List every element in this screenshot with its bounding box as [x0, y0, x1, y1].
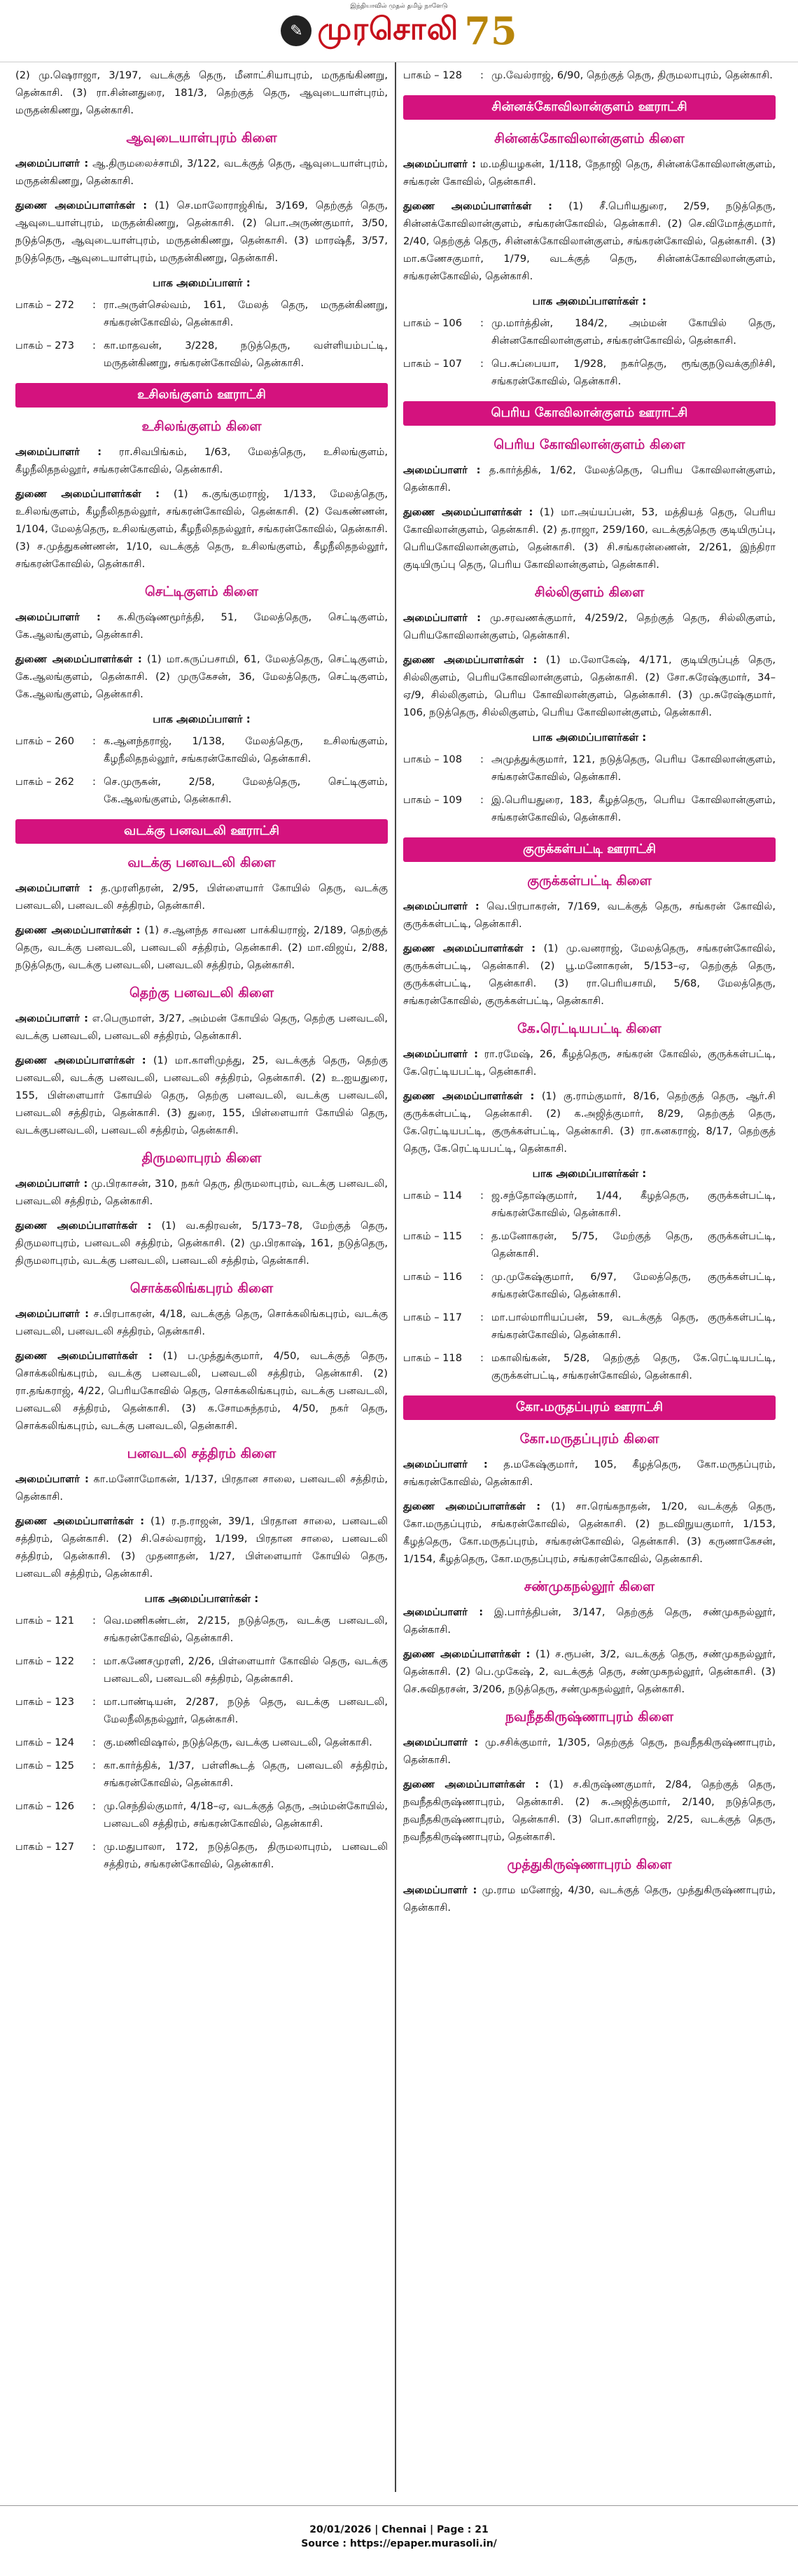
- booth-number: பாகம் – 260: [15, 735, 74, 747]
- booth-organizer: கா.கார்த்திக், 1/37, பள்ளிகூடத் தெரு, பனவடலி சத்திரம், சங்கரன்கோவில், தென்காசி.: [104, 1760, 388, 1789]
- role-label: துணை அமைப்பாளர்கள் :: [15, 488, 160, 500]
- booth-organizer: மா.பால்மாரியப்பன், 59, வடக்குத் தெரு, குருக்கள்பட்டி, சங்கரன்கோவில், தென்காசி.: [491, 1311, 776, 1341]
- booth-row: [403, 1349, 776, 1384]
- booth-row: [15, 1693, 388, 1728]
- separator: :: [480, 794, 484, 806]
- role-paragraph: [15, 155, 388, 190]
- section-subheading: பாக அமைப்பாளர்கள் :: [532, 295, 647, 307]
- booth-row: [15, 1612, 388, 1647]
- role-label: அமைப்பாளர் :: [403, 1048, 478, 1060]
- role-details: ச.பிரபாகரன், 4/18, வடக்குத் தெரு, சொக்கலிங்கபுரம், வடக்கு பனவடலி, பனவடலி சத்திரம், தென்காசி.: [15, 1308, 388, 1337]
- branch-heading: ஆவுடையாள்புரம் கிளை: [126, 130, 277, 146]
- booth-number: பாகம் – 123: [15, 1696, 74, 1708]
- booth-row: [403, 355, 776, 390]
- role-paragraph: [403, 1776, 776, 1846]
- role-details: மு.சரவணக்குமார், 4/259/2, தெற்குத் தெரு, சில்லிகுளம், பெரியகோவிலான்குளம், தென்காசி.: [403, 612, 776, 641]
- role-paragraph: [15, 1512, 388, 1582]
- role-details: (1) செ.மாலோராஜ்சிங், 3/169, தெற்குத் தெரு, ஆவுடையாள்புரம், மருதன்கிணறு, தென்காசி. (2) பொ.அருண்குமார், 3/50, நடுத்தெரு, ஆவுடையாள்புரம், மருதன்கிணறு, தென்காசி. (3) மாரஷ்தீ, 3/57, நடுத்தெரு, ஆவுடையாள்புரம், மருதன்கிணறு, தென்காசி.: [15, 200, 388, 264]
- separator: :: [92, 1655, 96, 1667]
- role-details: (1) ர.ந.ராஜன், 39/1, பிரதான சாலை, பனவடலி சத்திரம், தென்காசி. (2) சி.செல்வராஜ், 1/199, பிரதான சாலை, பனவடலி சத்திரம், தென்காசி. (3) முதனாதன், 1/27, பிள்ளையார் கோயில் தெரு, பனவடலி சத்திரம், தென்காசி.: [15, 1515, 388, 1580]
- role-paragraph: [15, 608, 388, 643]
- role-details: வெ.பிரபாகரன், 7/169, வடக்குத் தெரு, சங்கரன் கோவில், குருக்கள்பட்டி, தென்காசி.: [403, 900, 776, 930]
- role-label: துணை அமைப்பாளர்கள் :: [15, 924, 141, 936]
- role-paragraph: [15, 1217, 388, 1269]
- role-details: ஆ.திருமலைச்சாமி, 3/122, வடக்குத் தெரு, ஆவுடையாள்புரம், மருதன்கிணறு, தென்காசி.: [15, 158, 388, 187]
- booth-organizer: மு.முகேஷ்குமார், 6/97, மேலத்தெரு, குருக்கள்பட்டி, சங்கரன்கோவில், தென்காசி.: [491, 1271, 776, 1300]
- booth-organizer: மு.மதுபாலா, 172, நடுத்தெரு, திருமலாபுரம், பனவடலி சத்திரம், சங்கரன்கோவில், தென்காசி.: [104, 1841, 388, 1870]
- booth-row: [403, 314, 776, 349]
- masthead-tagline: இந்தியாவில் முதல் தமிழ் நாளேடு: [350, 3, 448, 10]
- role-label: துணை அமைப்பாளர்கள் :: [15, 653, 142, 665]
- role-label: துணை அமைப்பாளர்கள் :: [403, 200, 552, 212]
- booth-organizer: மு.மார்த்தின், 184/2, அம்மன் கோயில் தெரு, சின்னகோவிலான்குளம், சங்கரன்கோவில், தென்காசி.: [491, 317, 776, 347]
- role-paragraph: [15, 1052, 388, 1139]
- role-paragraph: [403, 1881, 776, 1916]
- panchayat-banner: உசிலங்குளம் ஊராட்சி: [15, 383, 388, 408]
- booth-number: பாகம் – 126: [15, 1800, 74, 1812]
- role-label: அமைப்பாளர் :: [403, 1606, 484, 1618]
- separator: :: [92, 735, 96, 747]
- booth-row: [15, 1797, 388, 1832]
- separator: :: [92, 1696, 96, 1708]
- booth-organizer: ஜ.சந்தோஷ்குமார், 1/44, கீழத்தெரு, குருக்கள்பட்டி, சங்கரன்கோவில், தென்காசி.: [491, 1190, 776, 1219]
- role-label: துணை அமைப்பாளர்கள் :: [403, 942, 536, 954]
- role-paragraph: [403, 461, 776, 496]
- separator: :: [480, 1230, 484, 1242]
- anniversary-badge: 75: [464, 8, 517, 53]
- booth-number: பாகம் – 122: [15, 1655, 74, 1667]
- booth-row: [403, 751, 776, 786]
- role-label: அமைப்பாளர் :: [403, 1736, 479, 1748]
- separator: :: [480, 1352, 484, 1364]
- role-paragraph: [15, 1347, 388, 1435]
- page-body: [0, 62, 798, 2492]
- booth-number: பாகம் – 273: [15, 340, 74, 351]
- role-paragraph: [403, 940, 776, 1010]
- role-paragraph: [403, 1603, 776, 1638]
- footer-date-line: 20/01/2026 | Chennai | Page : 21: [309, 2524, 489, 2535]
- role-label: அமைப்பாளர் :: [15, 158, 89, 169]
- panchayat-banner: பெரிய கோவிலான்குளம் ஊராட்சி: [403, 401, 776, 426]
- booth-number: பாகம் – 125: [15, 1760, 74, 1771]
- separator: :: [92, 1736, 96, 1748]
- booth-organizer: மு.செந்தில்குமார், 4/18–ஏ, வடக்குத் தெரு, அம்மன்கோயில், பனவடலி சத்திரம், சங்கரன்கோவில், தென்காசி.: [104, 1800, 388, 1830]
- role-details: ம.மதியழகன், 1/118, நேதாஜி தெரு, சின்னக்கோவிலான்குளம், சங்கரன் கோவில், தென்காசி.: [403, 158, 776, 188]
- booth-number: பாகம் – 108: [403, 753, 462, 765]
- panchayat-banner: கோ.மருதப்புரம் ஊராட்சி: [403, 1395, 776, 1420]
- role-label: அமைப்பாளர் :: [403, 1884, 477, 1896]
- role-details: கா.மனோமோகன், 1/137, பிரதான சாலை, பனவடலி சத்திரம், தென்காசி.: [15, 1473, 388, 1503]
- role-paragraph: [403, 609, 776, 644]
- booth-row: [15, 1838, 388, 1873]
- branch-heading: நவநீதகிருஷ்ணாபுரம் கிளை: [505, 1709, 673, 1725]
- role-paragraph: [15, 1010, 388, 1045]
- booth-number: பாகம் – 128: [403, 69, 462, 81]
- role-paragraph: [403, 1498, 776, 1568]
- separator: :: [480, 69, 484, 81]
- role-paragraph: [403, 898, 776, 933]
- role-label: துணை அமைப்பாளர்கள் :: [403, 506, 533, 518]
- role-paragraph: [403, 651, 776, 721]
- booth-number: பாகம் – 114: [403, 1190, 462, 1202]
- role-label: அமைப்பாளர் :: [15, 1308, 89, 1320]
- role-details: (1) வ.கதிரவன், 5/173–78, மேற்குத் தெரு, திருமலாபுரம், பனவடலி சத்திரம், தென்காசி. (2) மு.பிரகாஷ், 161, நடுத்தெரு, திருமலாபுரம், வடக்கு பனவடலி, பனவடலி சத்திரம், தென்காசி.: [15, 1220, 388, 1267]
- booth-number: பாகம் – 106: [403, 317, 462, 329]
- booth-organizer: மு.வேல்ராஜ், 6/90, தெற்குத் தெரு, திருமலாபுரம், தென்காசி.: [491, 69, 773, 81]
- separator: :: [92, 1760, 96, 1771]
- role-details: (1) க.குங்குமராஜ், 1/133, மேலத்தெரு, உசிலங்குளம், கீழநீலிதநல்லூர், சங்கரன்கோவில், தென்காசி. (2) வேகண்ணன், 1/104, மேலத்தெரு, உசிலங்குளம், கீழநீலிதநல்லூர், சங்கரன்கோவில், தென்காசி. (3) ச.முத்துகண்ணன், 1/10, வடக்குத் தெரு, உசிலங்குளம், கீழநீலிதநல்லூர், சங்கரன்கோவில், தென்காசி.: [15, 488, 388, 570]
- section-subheading: பாக அமைப்பாளர்கள் :: [144, 1592, 259, 1605]
- booth-number: பாகம் – 109: [403, 794, 462, 806]
- paragraph: (2) மு.ஷெராஜா, 3/197, வடக்குத் தெரு, மீனாட்சியாபுரம், மருதங்கிணறு, தென்காசி. (3) ரா.சின்னதுரை, 181/3, தெற்குத் தெரு, ஆவுடையாள்புரம், மருதன்கிணறு, தென்காசி.: [15, 69, 388, 116]
- section-subheading: பாக அமைப்பாளர்கள் :: [532, 731, 647, 744]
- booth-organizer: த.மனோகரன், 5/75, மேற்குத் தெரு, குருக்கள்பட்டி, தென்காசி.: [491, 1230, 776, 1260]
- role-label: அமைப்பாளர் :: [15, 882, 93, 894]
- booth-row: [15, 337, 388, 372]
- branch-heading: பெரிய கோவிலான்குளம் கிளை: [493, 437, 685, 452]
- booth-number: பாகம் – 117: [403, 1311, 462, 1323]
- branch-heading: தெற்கு பனவடலி கிளை: [129, 985, 274, 1001]
- role-details: ரா.சிவபிங்கம், 1/63, மேலத்தெரு, உசிலங்குளம், கீழநீலிதநல்லூர், சங்கரன்கோவில், தென்காசி.: [15, 446, 388, 475]
- role-label: துணை அமைப்பாளர்கள் :: [15, 1515, 145, 1527]
- role-details: (1) ச.ரூபன், 3/2, வடக்குத் தெரு, சண்முகநல்லூர், தென்காசி. (2) பெ.முகேஷ், 2, வடக்குத் தெரு, சண்முகநல்லூர், தென்காசி. (3) செ.சுவிதரசன், 3/206, நடுத்தெரு, சண்முகநல்லூர், தென்காசி.: [403, 1648, 776, 1695]
- branch-heading: கே.ரெட்டியபட்டி கிளை: [517, 1021, 662, 1036]
- masthead: [0, 0, 798, 62]
- newspaper-logo-icon: ✎: [281, 15, 312, 46]
- branch-heading: வடக்கு பனவடலி கிளை: [127, 855, 276, 870]
- role-details: (1) கு.ராம்குமார், 8/16, தெற்குத் தெரு, ஆர்.சி குருக்கள்பட்டி, தென்காசி. (2) க.அஜித்குமார், 8/29, தெற்குத் தெரு, கே.ரெட்டியபட்டி, குருக்கள்பட்டி, தென்காசி. (3) ரா.கனகராஜ், 8/17, தெற்குத் தெரு, கே.ரெட்டியபட்டி, தென்காசி.: [403, 1090, 776, 1155]
- separator: :: [480, 753, 484, 765]
- booth-row: [403, 1187, 776, 1222]
- role-paragraph: [15, 879, 388, 914]
- branch-heading: உசிலங்குளம் கிளை: [141, 419, 262, 434]
- role-details: (1) ப.முத்துக்குமார், 4/50, வடக்குத் தெரு, சொக்கலிங்கபுரம், வடக்கு பனவடலி, பனவடலி சத்திரம், தென்காசி. (2) ரா.தங்கராஜ், 4/22, பெரியகோவில் தெரு, சொக்கலிங்கபுரம், வடக்கு பனவடலி, பனவடலி சத்திரம், தென்காசி. (3) க.சோமசுந்தரம், 4/50, நகர் தெரு, சொக்கலிங்கபுரம், வடக்கு பனவடலி, தென்காசி.: [15, 1350, 388, 1432]
- role-label: அமைப்பாளர் :: [15, 1012, 88, 1024]
- role-details: (1) மா.அய்யப்பன், 53, மத்தியத் தெரு, பெரிய கோவிலான்குளம், தென்காசி. (2) த.ராஜா, 259/160, வடக்குத்தெரு குடியிருப்பு, பெரியகோவிலான்குளம், தென்காசி. (3) சி.சங்கரன்ணைன், 2/261, இந்திரா குடியிருப்பு தெரு, பெரிய கோவிலான்குளம், தென்காசி.: [403, 506, 776, 571]
- role-details: (1) மா.கருப்பசாமி, 61, மேலத்தெரு, செட்டிகுளம், கே.ஆலங்குளம், தென்காசி. (2) முருகேசன், 36, மேலத்தெரு, செட்டிகுளம், கே.ஆலங்குளம், தென்காசி.: [15, 653, 388, 700]
- booth-number: பாகம் – 127: [15, 1841, 74, 1853]
- booth-organizer: வெ.மணிகண்டன், 2/215, நடுத்தெரு, வடக்கு பனவடலி, சங்கரன்கோவில், தென்காசி.: [104, 1615, 388, 1644]
- branch-heading: முத்துகிருஷ்ணாபுரம் கிளை: [507, 1857, 672, 1872]
- role-details: த.முரளிதரன், 2/95, பிள்ளையார் கோயில் தெரு, வடக்கு பனவடலி, பனவடலி சத்திரம், தென்காசி.: [15, 882, 388, 912]
- branch-heading: பனவடலி சத்திரம் கிளை: [127, 1446, 276, 1461]
- branch-heading: செட்டிகுளம் கிளை: [144, 584, 259, 599]
- booth-row: [15, 773, 388, 808]
- left-column: [8, 62, 395, 2492]
- role-paragraph: [403, 1645, 776, 1698]
- role-label: அமைப்பாளர் :: [403, 464, 481, 476]
- booth-number: பாகம் – 118: [403, 1352, 462, 1364]
- booth-organizer: க.ஆனந்தராஜ், 1/138, மேலத்தெரு, உசிலங்குளம், கீழநீலிதநல்லூர், சங்கரன்கோவில், தென்காசி.: [104, 735, 388, 765]
- role-paragraph: [403, 1045, 776, 1080]
- role-paragraph: [15, 197, 388, 267]
- separator: :: [92, 299, 96, 311]
- booth-row: [15, 732, 388, 767]
- role-paragraph: [403, 1734, 776, 1769]
- branch-heading: சின்னக்கோவிலான்குளம் கிளை: [494, 131, 685, 146]
- booth-organizer: கா.மாதவன், 3/228, நடுத்தெரு, வள்ளியம்பட்டி, மருதன்கிணறு, சங்கரன்கோவில், தென்காசி.: [104, 340, 388, 369]
- role-label: அமைப்பாளர் :: [15, 611, 101, 623]
- separator: :: [92, 1615, 96, 1627]
- booth-row: [403, 791, 776, 826]
- branch-heading: திருமலாபுரம் கிளை: [141, 1150, 262, 1166]
- role-details: (1) ச.கிருஷ்ணகுமார், 2/84, தெற்குத் தெரு, நவநீதகிருஷ்ணாபுரம், தென்காசி. (2) சு.அஜித்குமார், 2/140, நடுத்தெரு, நவநீதகிருஷ்ணாபுரம், தென்காசி. (3) பொ.காளிராஜ், 2/25, வடக்குத் தெரு, நவநீதகிருஷ்ணாபுரம், தென்காசி.: [403, 1778, 776, 1843]
- booth-organizer: மா.கணேசமுரளி, 2/26, பிள்ளையார் கோவில் தெரு, வடக்கு பனவடலி, பனவடலி சத்திரம், தென்காசி.: [104, 1655, 388, 1685]
- role-details: த.கார்த்திக், 1/62, மேலத்தெரு, பெரிய கோவிலான்குளம், தென்காசி.: [403, 464, 776, 494]
- booth-row: [403, 1268, 776, 1303]
- booth-organizer: மா.பாண்டியன், 2/287, நடுத் தெரு, வடக்கு பனவடலி, மேலநீலிதநல்லூர், தென்காசி.: [104, 1696, 388, 1725]
- booth-number: பாகம் – 124: [15, 1736, 74, 1748]
- role-paragraph: [15, 1175, 388, 1210]
- role-label: துணை அமைப்பாளர்கள் :: [403, 1090, 535, 1102]
- role-details: ரா.ரமேஷ், 26, கீழத்தெரு, சங்கரன் கோவில், குருக்கள்பட்டி, கே.ரெட்டியபட்டி, தென்காசி.: [403, 1048, 776, 1078]
- panchayat-banner: வடக்கு பனவடலி ஊராட்சி: [15, 819, 388, 844]
- booth-row: [403, 1227, 776, 1262]
- separator: :: [92, 1841, 96, 1853]
- booth-row: [403, 67, 776, 84]
- branch-heading: கோ.மருதப்புரம் கிளை: [519, 1431, 659, 1447]
- booth-row: [15, 1757, 388, 1792]
- role-details: க.கிருஷ்ணமூர்த்தி, 51, மேலத்தெரு, செட்டிகுளம், கே.ஆலங்குளம், தென்காசி.: [15, 611, 388, 641]
- booth-row: [403, 1309, 776, 1344]
- booth-row: [15, 1734, 388, 1751]
- role-label: துணை அமைப்பாளர்கள் :: [403, 654, 538, 666]
- section-subheading: பாக அமைப்பாளர் :: [153, 713, 251, 725]
- separator: :: [480, 1190, 484, 1202]
- section-subheading: பாக அமைப்பாளர்கள் :: [532, 1167, 647, 1180]
- booth-organizer: மகாலிங்கன், 5/28, தெற்குத் தெரு, கே.ரெட்டியபட்டி, குருக்கள்பட்டி, சங்கரன்கோவில், தென்காசி.: [491, 1352, 776, 1381]
- role-label: துணை அமைப்பாளர்கள் :: [403, 1778, 540, 1790]
- booth-organizer: கு.மணிவிஷால், நடுத்தெரு, வடக்கு பனவடலி, தென்காசி.: [104, 1736, 372, 1748]
- role-label: அமைப்பாளர் :: [15, 1473, 89, 1485]
- role-details: (1) ச.ஆனந்த சாவண பாக்கியராஜ், 2/189, தெற்குத் தெரு, வடக்கு பனவடலி, பனவடலி சத்திரம், தென்காசி. (2) மா.விஜய், 2/88, நடுத்தெரு, வடக்கு பனவடலி, பனவடலி சத்திரம், தென்காசி.: [15, 924, 388, 971]
- role-label: அமைப்பாளர் :: [403, 612, 482, 624]
- branch-heading: குருக்கள்பட்டி கிளை: [527, 873, 652, 889]
- role-paragraph: [403, 1087, 776, 1157]
- role-label: துணை அமைப்பாளர்கள் :: [15, 1220, 152, 1232]
- role-details: இ.பார்த்திபன், 3/147, தெற்குத் தெரு, சண்முகநல்லூர், தென்காசி.: [403, 1606, 776, 1636]
- role-label: அமைப்பாளர் :: [403, 158, 476, 170]
- booth-number: பாகம் – 107: [403, 358, 462, 370]
- booth-number: பாகம் – 115: [403, 1230, 462, 1242]
- separator: :: [480, 1271, 484, 1283]
- role-label: அமைப்பாளர் :: [403, 900, 479, 912]
- role-label: துணை அமைப்பாளர்கள் :: [403, 1501, 541, 1512]
- booth-number: பாகம் – 262: [15, 776, 74, 788]
- role-details: மு.ராம மனோஜ், 4/30, வடக்குத் தெரு, முத்துகிருஷ்ணாபுரம், தென்காசி.: [403, 1884, 776, 1914]
- role-details: (1) மா.காளிமுத்து, 25, வடக்குத் தெரு, தெற்கு பனவடலி, வடக்கு பனவடலி, பனவடலி சத்திரம், தென்காசி. (2) உ.ஐயதுரை, 155, பிள்ளையார் கோயில் தெரு, தெற்கு பனவடலி, வடக்கு பனவடலி, பனவடலி சத்திரம், தென்காசி. (3) துரை, 155, பிள்ளையார் கோயில் தெரு, வடக்குபனவடலி, பனவடலி சத்திரம், தென்காசி.: [15, 1054, 388, 1136]
- role-paragraph: [15, 650, 388, 703]
- section-subheading: பாக அமைப்பாளர் :: [153, 277, 251, 289]
- panchayat-banner: சின்னக்கோவிலான்குளம் ஊராட்சி: [403, 95, 776, 120]
- role-paragraph: [403, 197, 776, 285]
- role-details: மு.பிரகாசன், 310, நகர் தெரு, திருமலாபுரம், வடக்கு பனவடலி, பனவடலி சத்திரம், தென்காசி.: [15, 1178, 388, 1207]
- branch-heading: சில்லிகுளம் கிளை: [534, 585, 645, 600]
- branch-heading: சொக்கலிங்கபுரம் கிளை: [130, 1281, 274, 1296]
- panchayat-banner: குருக்கள்பட்டி ஊராட்சி: [403, 837, 776, 862]
- booth-organizer: செ.முருகன், 2/58, மேலத்தெரு, செட்டிகுளம், கே.ஆலங்குளம், தென்காசி.: [104, 776, 388, 805]
- footer-source-link[interactable]: Source : https://epaper.murasoli.in/: [301, 2538, 497, 2549]
- role-label: அமைப்பாளர் :: [15, 446, 102, 458]
- booth-number: பாகம் – 116: [403, 1271, 462, 1283]
- role-details: (1) மு.வனராஜ், மேலத்தெரு, சங்கரன்கோவில், குருக்கள்பட்டி, தென்காசி. (2) பூ.மனோகரன், 5/153–ஏ, தெற்குத் தெரு, குருக்கள்பட்டி, தென்காசி. (3) ரா.பெரியசாமி, 5/68, மேலத்தெரு, சங்கரன்கோவில், குருக்கள்பட்டி, தென்காசி.: [403, 942, 776, 1007]
- separator: :: [480, 358, 484, 370]
- role-label: துணை அமைப்பாளர்கள் :: [15, 200, 148, 211]
- role-details: மு.சசிக்குமார், 1/305, தெற்குத் தெரு, நவநீதகிருஷ்ணாபுரம், தென்காசி.: [403, 1736, 776, 1766]
- separator: :: [92, 1800, 96, 1812]
- role-paragraph: [403, 1456, 776, 1491]
- role-details: (1) சா.ரெங்கநாதன், 1/20, வடக்குத் தெரு, கோ.மருதப்புரம், சங்கரன்கோவில், தென்காசி. (2) நடவிநுயகுமார், 1/153, கீழத்தெரு, கோ.மருதப்புரம், சங்கரன்கோவில், தென்காசி. (3) கருணாகேசன், 1/154, கீழத்தெரு, கோ.மருதப்புரம், சங்கரன்கோவில், தென்காசி.: [403, 1501, 776, 1565]
- role-label: அமைப்பாளர் :: [403, 1458, 488, 1470]
- booth-organizer: பெ.சுப்பையா, 1/928, நகர்தெரு, ரூங்குநடுவக்குறிச்சி, சங்கரன்கோவில், தென்காசி.: [491, 358, 776, 387]
- booth-organizer: அமுத்துக்குமார், 121, நடுத்தெரு, பெரிய கோவிலான்குளம், சங்கரன்கோவில், தென்காசி.: [491, 753, 776, 783]
- role-details: த.மகேஷ்குமார், 105, கீழத்தெரு, கோ.மருதப்புரம், சங்கரன்கோவில், தென்காசி.: [403, 1458, 776, 1488]
- role-label: அமைப்பாளர் :: [15, 1178, 88, 1190]
- booth-row: [15, 1652, 388, 1687]
- role-details: எ.பெருமாள், 3/27, அம்மன் கோயில் தெரு, தெற்கு பனவடலி, வடக்கு பனவடலி, பனவடலி சத்திரம், தென்காசி.: [15, 1012, 388, 1042]
- booth-number: பாகம் – 272: [15, 299, 74, 311]
- role-paragraph: [15, 485, 388, 573]
- branch-heading: சண்முகநல்லூர் கிளை: [524, 1579, 655, 1594]
- role-label: துணை அமைப்பாளர்கள் :: [15, 1350, 153, 1362]
- role-details: (1) சீ.பெரியதுரை, 2/59, நடுத்தெரு, சின்னக்கோவிலான்குளம், சங்கரன்கோவில், தென்காசி. (2) செ.விமோத்குமார், 2/40, தெற்குத் தெரு, சின்னக்கோவிலான்குளம், சங்கரன்கோவில், தென்காசி. (3) மா.கணேசகுமார், 1/79, வடக்குத் தெரு, சின்னக்கோவிலான்குளம், சங்கரன்கோவில், தென்காசி.: [403, 200, 776, 282]
- page-footer: [0, 2505, 798, 2576]
- role-details: (1) ம.லோகேஷ், 4/171, குடியிருப்புத் தெரு, சில்லிகுளம், பெரியகோவிலான்குளம், தென்காசி. (2) சோ.சுரேஷ்குமார், 34–ஏ/9, சில்லிகுளம், பெரிய கோவிலான்குளம், தென்காசி. (3) மு.சுரேஷ்குமார், 106, நடுத்தெரு, சில்லிகுளம், பெரிய கோவிலான்குளம், தென்காசி.: [403, 654, 776, 718]
- booth-number: பாகம் – 121: [15, 1615, 74, 1627]
- role-paragraph: [403, 155, 776, 190]
- role-paragraph: [15, 921, 388, 974]
- role-paragraph: [403, 503, 776, 573]
- role-paragraph: [15, 443, 388, 478]
- booth-organizer: ரா.அருள்செல்வம், 161, மேலத் தெரு, மருதன்கிணறு, சங்கரன்கோவில், தென்காசி.: [104, 299, 388, 328]
- masthead-title: முரசொலி: [317, 11, 459, 47]
- separator: :: [92, 776, 96, 788]
- booth-row: [15, 296, 388, 331]
- role-paragraph: [15, 1470, 388, 1505]
- separator: :: [480, 1311, 484, 1323]
- booth-organizer: இ.பெரியதுரை, 183, கீழத்தெரு, பெரிய கோவிலான்குளம், சங்கரன்கோவில், தென்காசி.: [491, 794, 776, 823]
- right-column: [396, 62, 783, 2492]
- role-label: துணை அமைப்பாளர்கள் :: [15, 1054, 146, 1066]
- role-paragraph: [15, 1305, 388, 1340]
- separator: :: [480, 317, 484, 329]
- separator: :: [92, 340, 96, 351]
- role-label: துணை அமைப்பாளர்கள் :: [403, 1648, 531, 1660]
